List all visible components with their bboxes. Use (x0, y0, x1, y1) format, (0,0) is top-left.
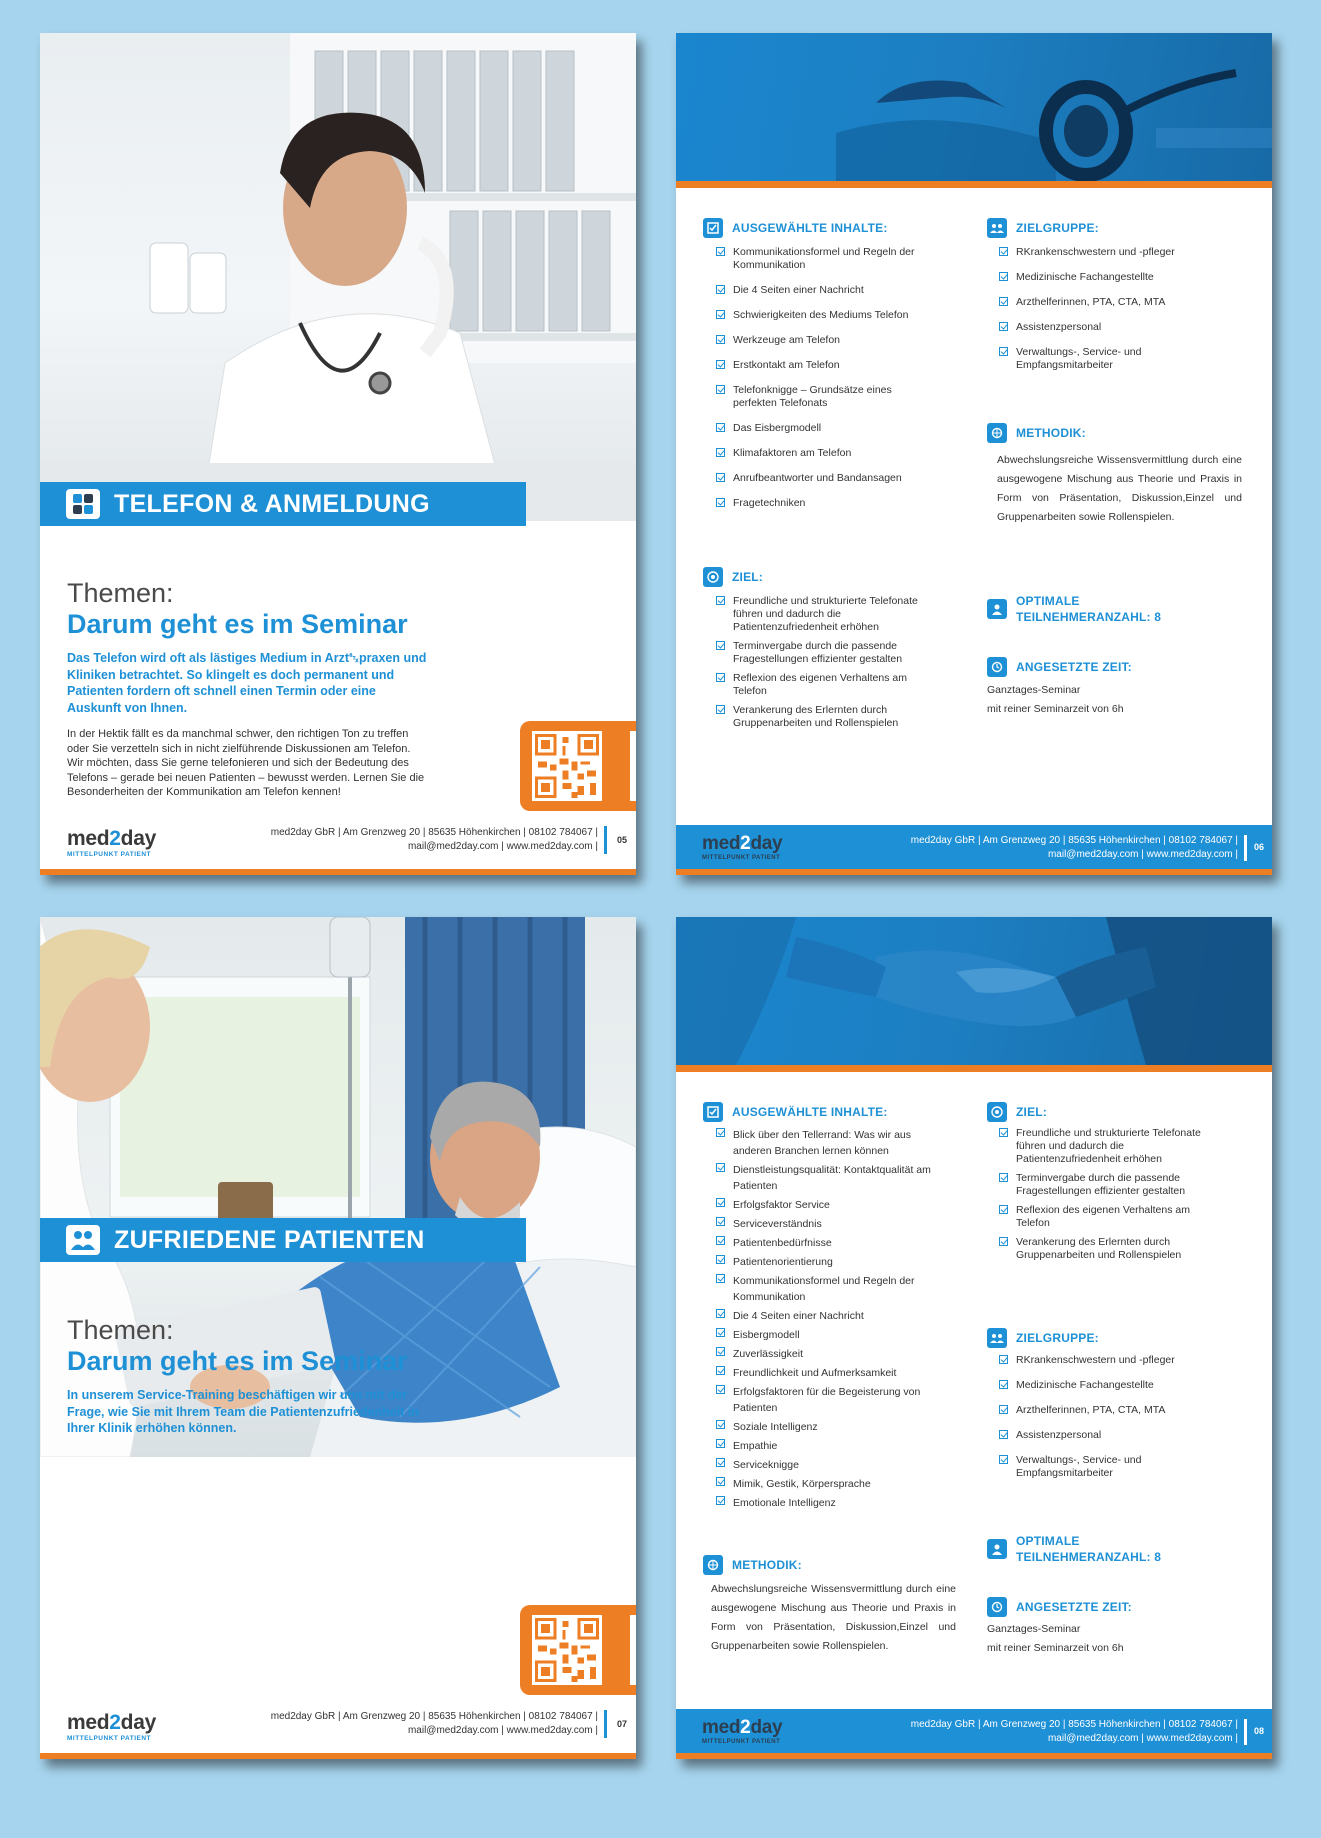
photo-illustration (40, 33, 636, 521)
teilnehmer-heading: OPTIMALE TEILNEHMERANZAHL: 8 (987, 1533, 1161, 1565)
qr-code (532, 1615, 602, 1685)
users-icon (66, 1225, 100, 1255)
list-item (716, 595, 931, 634)
zeit-line-2: mit reiner Seminarzeit von 6h (987, 1642, 1124, 1654)
checkbox-icon (716, 1328, 725, 1337)
checkbox-icon (716, 473, 725, 482)
list-item (716, 1235, 941, 1251)
list-item-text: Fragetechniken (733, 497, 806, 509)
logo-tagline: MITTELPUNKT PATIENT (67, 851, 152, 858)
themen-heading: Themen: (67, 578, 174, 608)
footer-orange-line (40, 869, 636, 875)
page-number-bar (1244, 1719, 1247, 1745)
checkbox-icon (716, 1496, 725, 1505)
checkbox-icon (716, 423, 725, 432)
themen-subheading: Darum geht es im Seminar (67, 609, 408, 639)
checkbox-icon (716, 1198, 725, 1207)
checkbox-icon (716, 1255, 725, 1264)
methodik-heading: METHODIK: (987, 423, 1086, 443)
checkbox-icon (999, 247, 1008, 256)
list-item (716, 1476, 941, 1492)
list-item (999, 1454, 1209, 1480)
ziel-list (999, 1127, 1224, 1268)
checkbox-icon (716, 1385, 725, 1394)
ziel-list (716, 595, 931, 736)
list-item (716, 1384, 941, 1416)
handshake-header-image (676, 917, 1272, 1065)
list-item-text: Das Eisbergmodell (733, 422, 822, 434)
checkbox-icon (716, 360, 725, 369)
checkbox-icon (999, 1173, 1008, 1182)
list-item-text: Die 4 Seiten einer Nachricht (733, 1310, 864, 1322)
list-item-text: Medizinische Fachangestellte (1016, 271, 1154, 283)
inhalte-heading: AUSGEWÄHLTE INHALTE: (703, 1102, 888, 1122)
checkbox-icon (716, 498, 725, 507)
list-item-text: Freundliche und strukturierte Telefonate führen und dadurch die Patientenzufriedenheit erhöhen (1016, 1127, 1201, 1165)
list-item (716, 1438, 941, 1454)
page-footer (676, 825, 1272, 875)
handshake-illustration (676, 917, 1272, 1065)
lead-text: In unserem Service-Training beschäftigen wir uns mit der Frage, wie Sie mit Ihrem Team die Patientenzufriedenheit in Ihrer Klinik erhöhen können. (67, 1388, 419, 1435)
list-item (716, 246, 921, 272)
zielgruppe-list (999, 246, 1209, 384)
checkbox-icon (716, 1439, 725, 1448)
footer-address: med2day GbR | Am Grenzweg 20 | 85635 Höhenkirchen | 08102 784067 | mail@med2day.com | www.med2day.com | (910, 835, 1238, 860)
list-item (716, 422, 921, 435)
footer-address: med2day GbR | Am Grenzweg 20 | 85635 Höhenkirchen | 08102 784067 | mail@med2day.com | www.med2day.com | (270, 1711, 598, 1736)
footer-address: med2day GbR | Am Grenzweg 20 | 85635 Höhenkirchen | 08102 784067 | mail@med2day.com | www.med2day.com | (270, 827, 598, 852)
clock-icon (987, 1597, 1007, 1617)
checkbox-icon (716, 1309, 725, 1318)
list-item (999, 246, 1209, 259)
list-item (999, 346, 1209, 372)
list-item (999, 296, 1209, 309)
zeit-line-2: mit reiner Seminarzeit von 6h (987, 703, 1124, 715)
seminar-title-bar (40, 1218, 526, 1262)
list-item (999, 1204, 1224, 1230)
footer-orange-line (40, 1753, 636, 1759)
list-item (716, 1457, 941, 1473)
checkbox-icon (716, 247, 725, 256)
list-item (999, 1127, 1224, 1166)
list-item-text: Freundliche und strukturierte Telefonate führen und dadurch die Patientenzufriedenheit erhöhen (733, 595, 918, 633)
page-number-bar (604, 1710, 607, 1738)
list-item-text: Empathie (733, 1440, 778, 1452)
logo-tagline: MITTELPUNKT PATIENT (702, 1739, 781, 1745)
list-item (999, 1354, 1209, 1367)
list-item (716, 1254, 941, 1270)
group-icon (987, 218, 1007, 238)
checkbox-icon (716, 1347, 725, 1356)
checkbox-icon (999, 1455, 1008, 1464)
brochure-page-07 (40, 917, 636, 1759)
list-item-text: Werkzeuge am Telefon (733, 334, 841, 346)
footer-orange-line (676, 869, 1272, 875)
page-number-bar (604, 826, 607, 854)
checkbox-icon (716, 1274, 725, 1283)
list-item (716, 1346, 941, 1362)
checkbox-icon (999, 1405, 1008, 1414)
list-item-text: Verankerung des Erlernten durch Gruppenarbeiten und Rollenspielen (733, 704, 899, 729)
body-text: In der Hektik fällt es da manchmal schwer, den richtigen Ton zu treffen oder Sie verzetteln sich in nicht zielführende Diskussionen am Telefon. Wir möchten, dass Sie gerne telefonieren und sich der Bedeutung des Telefons – gerade bei neuen Patienten – bewusst werden. Lernen Sie die Besonderheiten der Kommunikation am Telefon kennen! (67, 728, 425, 798)
checklist-icon (703, 1102, 723, 1122)
target-icon (703, 567, 723, 587)
page-footer (40, 1699, 636, 1759)
list-item-text: Assistenzpersonal (1016, 321, 1102, 333)
checkbox-icon (999, 1237, 1008, 1246)
brochure-page-06 (676, 33, 1272, 875)
list-item-text: Verwaltungs-, Service- und Empfangsmitarbeiter (1016, 1454, 1142, 1479)
checkbox-icon (716, 1420, 725, 1429)
list-item-text: Anrufbeantworter und Bandansagen (733, 472, 902, 484)
checkbox-icon (999, 1205, 1008, 1214)
qr-stripe (630, 731, 636, 801)
doctor-on-phone-photo (40, 33, 636, 521)
list-item (999, 1429, 1209, 1442)
list-item-text: Verwaltungs-, Service- und Empfangsmitarbeiter (1016, 346, 1142, 371)
list-item-text: Mimik, Gestik, Körpersprache (733, 1478, 871, 1490)
list-item-text: Erstkontakt am Telefon (733, 359, 840, 371)
checkbox-icon (716, 1477, 725, 1486)
checkbox-icon (999, 322, 1008, 331)
med2day-logo: med2day (67, 1711, 156, 1734)
checkbox-icon (999, 1380, 1008, 1389)
list-item-text: Zuverlässigkeit (733, 1348, 804, 1360)
inhalte-list (716, 246, 921, 522)
zeit-line-1: Ganztages-Seminar (987, 1623, 1081, 1635)
inhalte-list (716, 1127, 941, 1514)
list-item (716, 1365, 941, 1381)
list-item (716, 640, 931, 666)
checkbox-icon (716, 285, 725, 294)
group-icon (987, 1328, 1007, 1348)
methodik-text: Abwechslungsreiche Wissensvermittlung durch eine ausgewogene Mischung aus Theorie und Praxis in Form von Präsentation, Diskussion,Einzel und Gruppenarbeiten sowie Rollenspielen. (997, 454, 1242, 523)
inhalte-heading: AUSGEWÄHLTE INHALTE: (703, 218, 888, 238)
med2day-logo: med2day (67, 827, 156, 850)
list-item (716, 309, 921, 322)
list-item-text: Eisbergmodell (733, 1329, 800, 1341)
target-icon (987, 1102, 1007, 1122)
list-item-text: Erfolgsfaktoren für die Begeisterung von Patienten (733, 1386, 921, 1414)
checkbox-icon (716, 1236, 725, 1245)
checklist-icon (703, 218, 723, 238)
list-item-text: Serviceverständnis (733, 1218, 822, 1230)
list-item-text: Die 4 Seiten einer Nachricht (733, 284, 864, 296)
list-item-text: Arzthelferinnen, PTA, CTA, MTA (1016, 1404, 1166, 1416)
list-item (716, 1308, 941, 1324)
page-number: 07 (616, 1719, 627, 1729)
list-item-text: Reflexion des eigenen Verhaltens am Telefon (733, 672, 907, 697)
list-item-text: Blick über den Tellerrand: Was wir aus anderen Branchen lernen können (733, 1129, 911, 1157)
list-item-text: Terminvergabe durch die passende Fragestellungen effizienter gestalten (1016, 1172, 1186, 1197)
ziel-heading: ZIEL: (703, 567, 763, 587)
list-item-text: RKrankenschwestern und -pfleger (1016, 246, 1175, 258)
checkbox-icon (999, 272, 1008, 281)
page-number: 05 (616, 835, 627, 845)
list-item-text: Kommunikationsformel und Regeln der Kommunikation (733, 1275, 915, 1303)
footer-orange-line (676, 1753, 1272, 1759)
person-icon (987, 599, 1007, 619)
seminar-title: ZUFRIEDENE PATIENTEN (114, 1225, 425, 1254)
list-item (716, 472, 921, 485)
list-item-text: Reflexion des eigenen Verhaltens am Telefon (1016, 1204, 1190, 1229)
list-item (716, 334, 921, 347)
list-item-text: Patientenorientierung (733, 1256, 833, 1268)
checkbox-icon (999, 1128, 1008, 1137)
checkbox-icon (716, 385, 725, 394)
list-item (716, 672, 931, 698)
page-footer (676, 1709, 1272, 1759)
zeit-heading: ANGESETZTE ZEIT: (987, 1597, 1132, 1617)
list-item-text: Arzthelferinnen, PTA, CTA, MTA (1016, 296, 1166, 308)
list-item-text: RKrankenschwestern und -pfleger (1016, 1354, 1175, 1366)
list-item-text: Kommunikationsformel und Regeln der Kommunikation (733, 246, 915, 271)
qr-stripe (630, 1615, 636, 1685)
puzzle-icon (66, 489, 100, 519)
methodik-text: Abwechslungsreiche Wissensvermittlung durch eine ausgewogene Mischung aus Theorie und Praxis in Form von Präsentation, Diskussion,Einzel und Gruppenarbeiten sowie Rollenspielen. (711, 1583, 956, 1652)
list-item-text: Medizinische Fachangestellte (1016, 1379, 1154, 1391)
list-item (716, 384, 921, 410)
brochure-page-05 (40, 33, 636, 875)
list-item-text: Dienstleistungsqualität: Kontaktqualität am Patienten (733, 1164, 931, 1192)
person-icon (987, 1539, 1007, 1559)
list-item-text: Assistenzpersonal (1016, 1429, 1102, 1441)
list-item (716, 1197, 941, 1213)
teilnehmer-heading: OPTIMALE TEILNEHMERANZAHL: 8 (987, 593, 1161, 625)
list-item (716, 497, 921, 510)
qr-code-box (520, 1605, 636, 1695)
qr-code-box (520, 721, 636, 811)
list-item (716, 284, 921, 297)
checkbox-icon (716, 673, 725, 682)
headset-header-image (676, 33, 1272, 181)
list-item (999, 1379, 1209, 1392)
list-item (999, 271, 1209, 284)
list-item-text: Schwierigkeiten des Mediums Telefon (733, 309, 909, 321)
checkbox-icon (716, 641, 725, 650)
clock-icon (987, 657, 1007, 677)
checkbox-icon (999, 1355, 1008, 1364)
checkbox-icon (999, 347, 1008, 356)
list-item-text: Terminvergabe durch die passende Fragestellungen effizienter gestalten (733, 640, 903, 665)
list-item (716, 1419, 941, 1435)
headset-illustration (676, 33, 1272, 181)
ziel-heading: ZIEL: (987, 1102, 1047, 1122)
list-item-text: Verankerung des Erlernten durch Gruppenarbeiten und Rollenspielen (1016, 1236, 1182, 1261)
list-item-text: Patientenbedürfnisse (733, 1237, 832, 1249)
page-number-bar (1244, 835, 1247, 861)
checkbox-icon (716, 705, 725, 714)
list-item (716, 359, 921, 372)
list-item (716, 1162, 941, 1194)
list-item-text: Erfolgsfaktor Service (733, 1199, 830, 1211)
checkbox-icon (716, 310, 725, 319)
header-orange-line (676, 1065, 1272, 1072)
brain-icon (987, 423, 1007, 443)
brochure-page-08 (676, 917, 1272, 1759)
list-item (999, 1236, 1224, 1262)
checkbox-icon (716, 1128, 725, 1137)
list-item (999, 1172, 1224, 1198)
list-item (716, 1273, 941, 1305)
page-number: 06 (1253, 842, 1264, 852)
list-item (999, 321, 1209, 334)
list-item-text: Freundlichkeit und Aufmerksamkeit (733, 1367, 897, 1379)
checkbox-icon (716, 1217, 725, 1226)
qr-code (532, 731, 602, 801)
med2day-logo: med2day (702, 833, 783, 854)
checkbox-icon (999, 1430, 1008, 1439)
list-item-text: Klimafaktoren am Telefon (733, 447, 852, 459)
header-orange-line (676, 181, 1272, 188)
list-item (716, 1216, 941, 1232)
list-item (999, 1404, 1209, 1417)
brain-icon (703, 1555, 723, 1575)
list-item-text: Serviceknigge (733, 1459, 799, 1471)
page-number: 08 (1253, 1726, 1264, 1736)
seminar-title: TELEFON & ANMELDUNG (114, 489, 430, 518)
methodik-heading: METHODIK: (703, 1555, 802, 1575)
checkbox-icon (716, 335, 725, 344)
med2day-logo: med2day (702, 1717, 783, 1738)
list-item (716, 704, 931, 730)
themen-heading: Themen: (67, 1315, 174, 1345)
zielgruppe-heading: ZIELGRUPPE: (987, 1328, 1099, 1348)
checkbox-icon (716, 596, 725, 605)
checkbox-icon (716, 1163, 725, 1172)
list-item-text: Emotionale Intelligenz (733, 1497, 836, 1509)
checkbox-icon (716, 448, 725, 457)
list-item-text: Soziale Intelligenz (733, 1421, 818, 1433)
checkbox-icon (999, 297, 1008, 306)
zielgruppe-list (999, 1354, 1209, 1492)
list-item (716, 1127, 941, 1159)
logo-tagline: MITTELPUNKT PATIENT (702, 855, 781, 861)
zeit-line-1: Ganztages-Seminar (987, 684, 1081, 696)
checkbox-icon (716, 1458, 725, 1467)
zielgruppe-heading: ZIELGRUPPE: (987, 218, 1099, 238)
seminar-title-bar (40, 482, 526, 526)
lead-text: Das Telefon wird oft als lästiges Medium in Arzt␂praxen und Kliniken betrachtet. So klingelt es doch permanent und Patienten fordern oft schnell einen Termin oder eine Auskunft von Ihnen. (67, 651, 427, 715)
logo-tagline: MITTELPUNKT PATIENT (67, 1735, 152, 1742)
list-item (716, 1495, 941, 1511)
list-item-text: Telefonknigge – Grundsätze eines perfekten Telefonats (733, 384, 892, 409)
zeit-heading: ANGESETZTE ZEIT: (987, 657, 1132, 677)
checkbox-icon (716, 1366, 725, 1375)
themen-subheading: Darum geht es im Seminar (67, 1346, 408, 1376)
list-item (716, 1327, 941, 1343)
page-footer (40, 815, 636, 875)
footer-address: med2day GbR | Am Grenzweg 20 | 85635 Höhenkirchen | 08102 784067 | mail@med2day.com | www.med2day.com | (910, 1719, 1238, 1744)
list-item (716, 447, 921, 460)
